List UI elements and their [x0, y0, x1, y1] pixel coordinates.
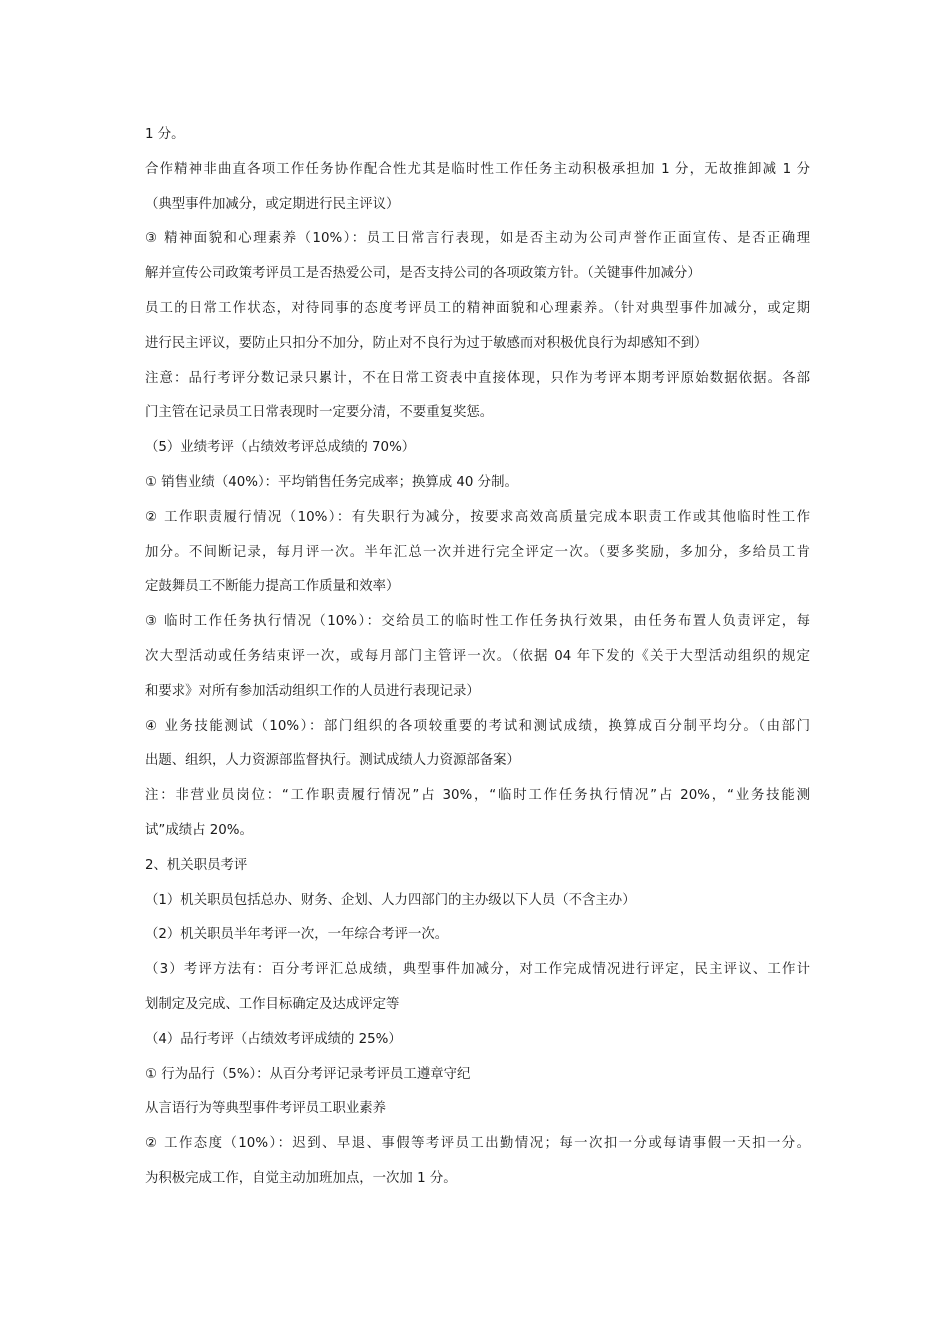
text-line: （5）业绩考评（占绩效考评总成绩的 70%） [145, 440, 416, 456]
text-line: 加分。不间断记录，每月评一次。半年汇总一次并进行完全评定一次。（要多奖励，多加分，多给员工肯 [145, 544, 810, 560]
text-line: （4）品行考评（占绩效考评成绩的 25%） [145, 1031, 402, 1047]
text-line: （1）机关职员包括总办、财务、企划、人力四部门的主办级以下人员（不含主办） [145, 892, 636, 908]
text-line: 出题、组织，人力资源部监督执行。测试成绩人力资源部备案） [145, 753, 520, 769]
text-line: ② 工作态度（10%）：迟到、早退、事假等考评员工出勤情况；每一次扣一分或每请事假一天扣一分。 [145, 1136, 810, 1152]
text-line: 和要求》对所有参加活动组织工作的人员进行表现记录） [145, 683, 480, 699]
text-line: （3）考评方法有：百分考评汇总成绩，典型事件加减分，对工作完成情况进行评定，民主评议、工作计 [145, 962, 810, 978]
text-line: 试”成绩占 20%。 [145, 822, 253, 838]
text-line: 1 分。 [145, 127, 185, 142]
text-line: 划制定及完成、工作目标确定及达成评定等 [145, 996, 400, 1012]
text-line: 定鼓舞员工不断能力提高工作质量和效率） [145, 579, 400, 595]
text-line: 门主管在记录员工日常表现时一定要分清，不要重复奖惩。 [145, 405, 494, 421]
text-line: （典型事件加减分，或定期进行民主评议） [145, 196, 400, 212]
text-line: 从言语行为等典型事件考评员工职业素养 [145, 1101, 387, 1117]
text-line: 注意：品行考评分数记录只累计，不在日常工资表中直接体现，只作为考评本期考评原始数据依据。各部 [145, 370, 810, 386]
text-line: 解并宣传公司政策考评员工是否热爱公司，是否支持公司的各项政策方针。（关键事件加减分） [145, 266, 701, 282]
text-line: 进行民主评议，要防止只扣分不加分，防止对不良行为过于敏感而对积极优良行为却感知不到） [145, 335, 708, 351]
text-line: 合作精神非曲直各项工作任务协作配合性尤其是临时性工作任务主动积极承担加 1 分，无故推卸减 1 分 [145, 161, 810, 177]
text-line: ③ 精神面貌和心理素养（10%）：员工日常言行表现，如是否主动为公司声誉作正面宣传、是否正确理 [145, 231, 810, 247]
text-line: 次大型活动或任务结束评一次，或每月部门主管评一次。（依据 04 年下发的《关于大型活动组织的规定 [145, 648, 810, 664]
text-line: ② 工作职责履行情况（10%）：有失职行为减分，按要求高效高质量完成本职责工作或其他临时性工作 [145, 509, 810, 525]
text-line: ① 行为品行（5%）：从百分考评记录考评员工遵章守纪 [145, 1066, 471, 1082]
text-line: ③ 临时工作任务执行情况（10%）：交给员工的临时性工作任务执行效果，由任务布置人负责评定，每 [145, 614, 810, 630]
text-line: 员工的日常工作状态，对待同事的态度考评员工的精神面貌和心理素养。（针对典型事件加减分，或定期 [145, 300, 810, 316]
document-page [145, 118, 810, 1197]
text-line: 2、机关职员考评 [145, 857, 248, 873]
text-line: （2）机关职员半年考评一次，一年综合考评一次。 [145, 927, 449, 943]
text-line: 注：非营业员岗位：“工作职责履行情况”占 30%，“临时工作任务执行情况”占 20%，“业务技能测 [145, 788, 810, 804]
text-line: ④ 业务技能测试（10%）：部门组织的各项较重要的考试和测试成绩，换算成百分制平均分。（由部门 [145, 718, 810, 734]
text-line: ① 销售业绩（40%）：平均销售任务完成率；换算成 40 分制。 [145, 474, 518, 490]
text-line: 为积极完成工作，自觉主动加班加点，一次加 1 分。 [145, 1170, 457, 1186]
